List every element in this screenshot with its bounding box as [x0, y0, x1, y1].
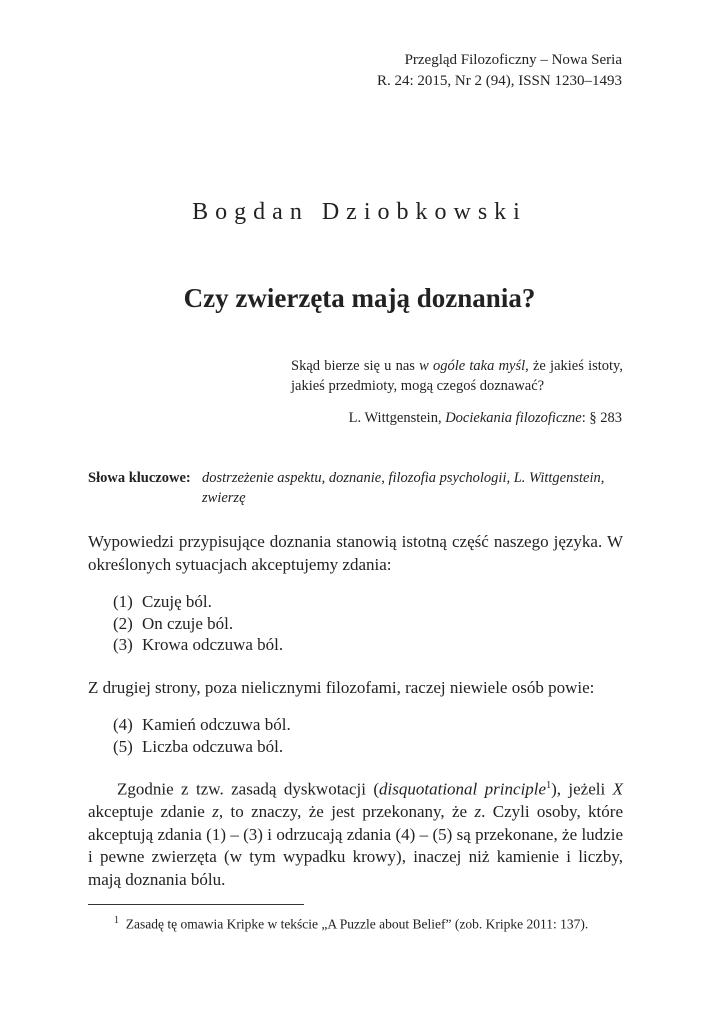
example-text: Czuję ból. [142, 592, 212, 611]
example-text: Krowa odczuwa ból. [142, 635, 284, 654]
journal-name: Przegląd Filozoficzny – Nowa Seria [404, 52, 622, 68]
example-number: (3) [113, 635, 133, 654]
footnote-number: 1 [114, 915, 119, 926]
p3-text: Zgodnie z tzw. zasadą dyskwotacji ( [117, 779, 380, 799]
p3-text: ), jeżeli [551, 779, 613, 799]
example-number: (5) [113, 736, 133, 756]
example-number: (2) [113, 613, 133, 633]
footnote-text: Zasadę tę omawia Kripke w tekście „A Puzzle about Belief” (zob. Kripke 2011: 137). [125, 916, 589, 932]
epigraph-text-end: , że jakieś istoty, jakieś przedmioty, mogą czegoś doznawać? [291, 358, 623, 394]
p3-text: akceptuje zdanie [88, 802, 213, 822]
footnote-divider [88, 904, 304, 905]
variable-z: z [474, 802, 482, 822]
example-list-2 [113, 714, 291, 757]
epigraph-text: Skąd bierze się u nas [291, 358, 420, 374]
epigraph-emphasis: w ogóle taka myśl [419, 358, 526, 374]
author-name: Bogdan Dziobkowski [192, 199, 527, 225]
example-item [113, 736, 291, 758]
journal-header [377, 50, 622, 92]
example-number: (4) [113, 715, 133, 734]
keywords-label: Słowa kluczowe: [88, 470, 191, 486]
example-text: On czuje ból. [142, 613, 234, 633]
p3-text: , to znaczy, że jest przekonany, że [218, 802, 475, 822]
variable-z: z [212, 802, 219, 822]
paragraph-2: Z drugiej strony, poza nielicznymi filozofami, raczej niewiele osób powie: [88, 678, 595, 697]
footnote-ref[interactable]: 1 [546, 780, 552, 791]
example-item [113, 591, 283, 613]
paragraph-3 [88, 775, 623, 891]
p3-text: . Czyli osoby, które akceptują zdania (1) – (3) i odrzucają zdania (4) – (5) są przekonane, że ludzie i pewne zwierzęta (w tym wypadku krowy), inaczej niż kamienie i liczby, mają doznania bólu. [88, 802, 623, 889]
paragraph-1: Wypowiedzi przypisujące doznania stanowią istotną część naszego języka. W określonych sytuacjach akceptujemy zdania: [88, 532, 623, 574]
epigraph-work: Dociekania filozoficzne [445, 410, 582, 426]
term-emphasis: disquotational principle [379, 779, 547, 799]
keywords-list: dostrzeżenie aspektu, doznanie, filozofia psychologii, L. Wittgenstein, zwierzę [202, 470, 605, 506]
keywords [88, 468, 628, 508]
footnote [114, 915, 588, 933]
example-list-1 [113, 591, 283, 656]
example-item [113, 714, 291, 736]
example-item [113, 634, 283, 656]
variable-x: X [612, 779, 623, 799]
epigraph-section: : § 283 [581, 410, 622, 426]
epigraph [291, 356, 623, 396]
epigraph-source [349, 410, 622, 427]
epigraph-author: L. Wittgenstein, [348, 410, 446, 426]
example-text: Kamień odczuwa ból. [142, 715, 291, 734]
example-text: Liczba odczuwa ból. [142, 736, 284, 756]
example-item [113, 613, 283, 635]
example-number: (1) [113, 592, 133, 611]
journal-issue: R. 24: 2015, Nr 2 (94), ISSN 1230–1493 [376, 73, 622, 89]
article-title: Czy zwierzęta mają doznania? [183, 283, 536, 313]
